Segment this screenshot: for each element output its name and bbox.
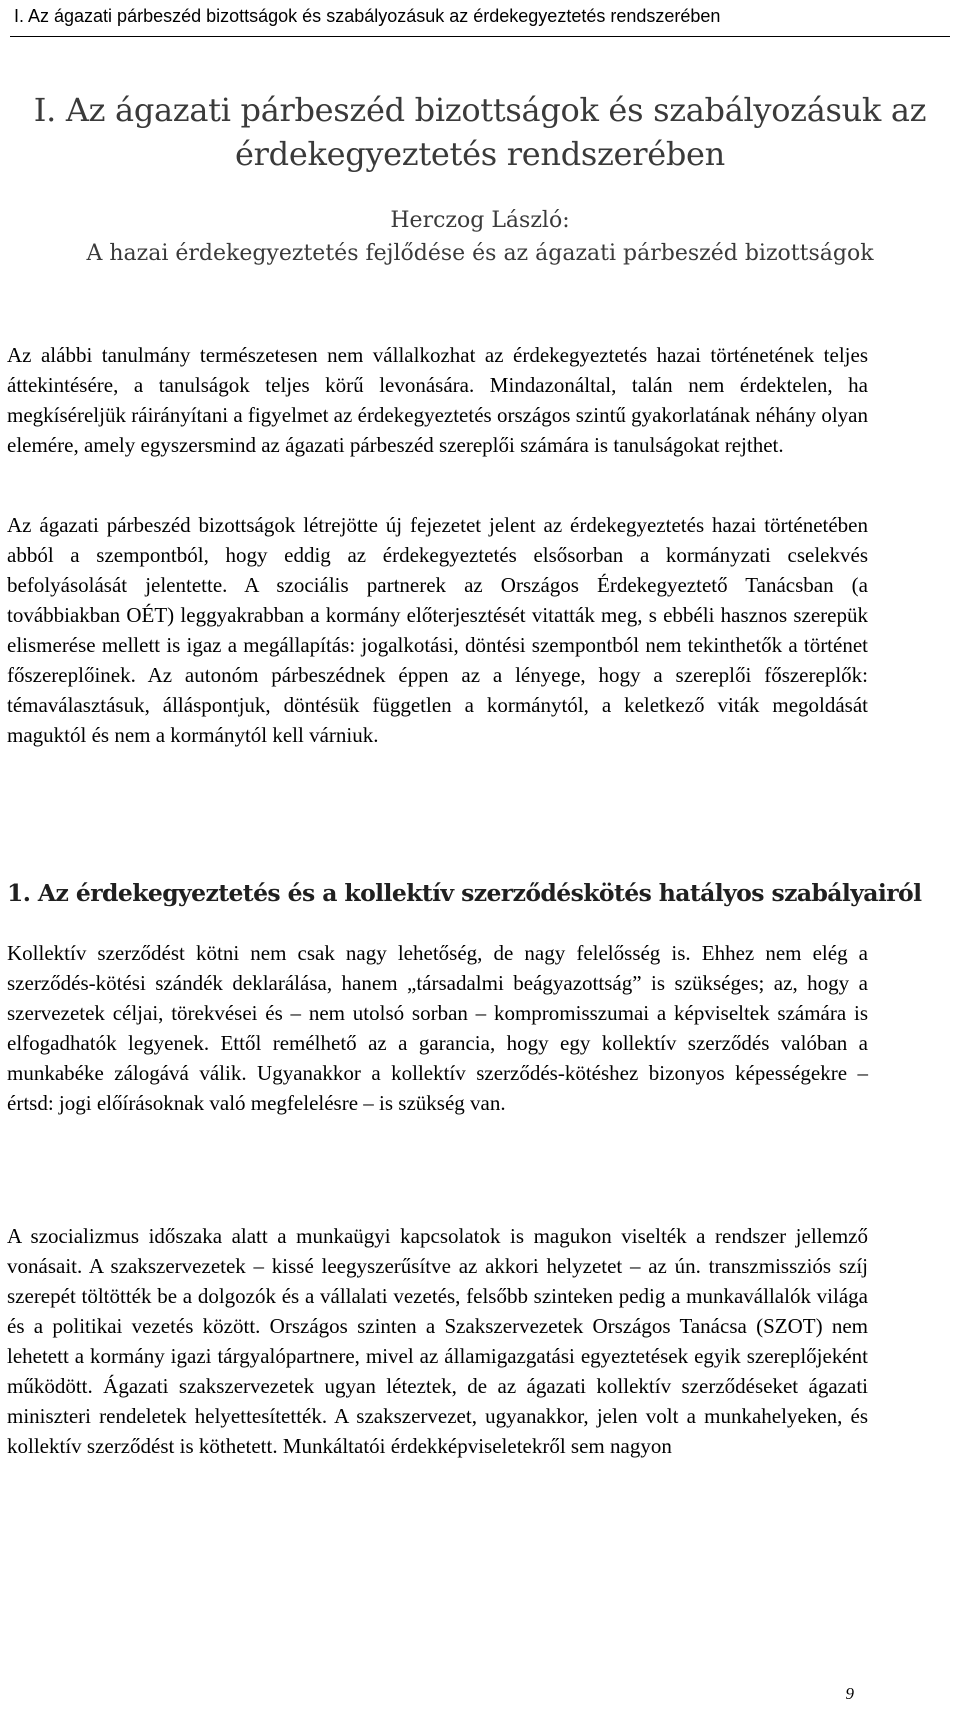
- chapter-title-line-1: I. Az ágazati párbeszéd bizottságok és szabályozásuk az: [33, 91, 927, 129]
- header-rule: [10, 36, 950, 37]
- running-header: I. Az ágazati párbeszéd bizottságok és szabályozásuk az érdekegyeztetés rendszerében: [14, 6, 721, 26]
- author-block: [0, 204, 960, 270]
- section-heading: 1. Az érdekegyeztetés és a kollektív szerződéskötés hatályos szabályairól: [7, 879, 922, 907]
- paragraph-intro: Az alábbi tanulmány természetesen nem vállalkozhat az érdekegyeztetés hazai történetének teljes áttekintésére, a tanulságok teljes körű levonására. Mindazonáltal, talán nem érdektelen, ha megkíséreljük ráirányítani a figyelmet az érdekegyeztetés országos szintű gyakorlatának néhány olyan elemére, amely egyszersmind az ágazati párbeszéd szereplői számára is tanulságokat rejthet.: [7, 343, 868, 457]
- paragraph-collective-agreement: Kollektív szerződést kötni nem csak nagy lehetőség, de nagy felelősség is. Ehhez nem elég a szerződés-kötési szándék deklarálása, hanem „társadalmi beágyazottság” is szükséges; az, hogy a szervezetek céljai, törekvései és – nem utolsó sorban – kompromisszumai a képviseltek számára is elfogadhatók legyenek. Ettől remélhető az a garancia, hogy egy kollektív szerződés valóban a munkabéke zálogává válik. Ugyanakkor a kollektív szerződés-kötéshez bizonyos képességekre – értsd: jogi előírásoknak való megfelelésre – is szükség van.: [7, 941, 868, 1115]
- chapter-title: [0, 88, 960, 176]
- paragraph-sector-dialogue: Az ágazati párbeszéd bizottságok létrejötte új fejezetet jelent az érdekegyeztetés hazai történetében abból a szempontból, hogy eddig az érdekegyeztetés elsősorban a kormányzati cselekvés befolyásolását jelentette. A szociális partnerek az Országos Érdekegyeztető Tanácsban (a továbbiakban OÉT) leggyakrabban a kormány előterjesztését vitatták meg, s ebbéli hasznos szerepük elismerése mellett is igaz a megállapítás: jogalkotási, döntési szempontból nem tekinthetők a történet főszereplőinek. Az autonóm párbeszédnek éppen az a lényege, hogy a szereplői főszereplők: témaválasztásuk, álláspontjuk, döntésük független a kormánytól, a keletkező viták megoldását maguktól és nem a kormánytól kell várniuk.: [7, 513, 868, 747]
- page-number: 9: [845, 1684, 854, 1703]
- paragraph-socialism-era: A szocializmus időszaka alatt a munkaügyi kapcsolatok is magukon viselték a rendszer jellemző vonásait. A szakszervezetek – kissé leegyszerűsítve az akkori helyzetet – az ún. transzmissziós szíj szerepét töltötték be a dolgozók és a vállalati vezetés, felsőbb szinteken pedig a munkavállalók világa és a politikai vezetés között. Országos szinten a Szakszervezetek Országos Tanácsa (SZOT) nem lehetett a kormány igazi tárgyalópartnere, mivel az államigazgatási egyeztetések egyik szereplőjeként működött. Ágazati szakszervezetek ugyan léteztek, de az ágazati kollektív szerződéseket ágazati miniszteri rendeletek helyettesítették. A szakszervezet, ugyanakkor, jelen volt a munkahelyeken, és kollektív szerződést is köthetett. Munkáltatói érdekképviseletekről sem nagyon: [7, 1224, 868, 1458]
- article-subtitle: A hazai érdekegyeztetés fejlődése és az ágazati párbeszéd bizottságok: [86, 241, 874, 266]
- author-name: Herczog László:: [390, 208, 570, 233]
- chapter-title-line-2: érdekegyeztetés rendszerében: [235, 135, 725, 173]
